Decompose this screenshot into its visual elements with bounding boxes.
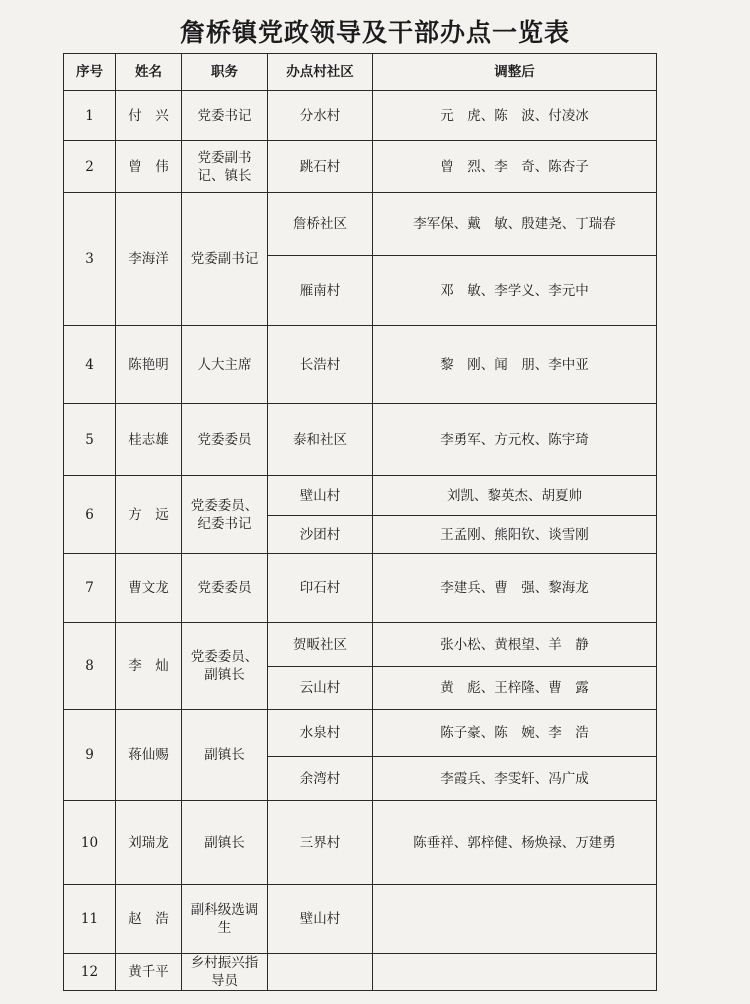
cell-role: 党委委员: [182, 404, 268, 476]
cell-role: 人大主席: [182, 326, 268, 404]
table-header-row: [64, 54, 657, 91]
cell-name: 蒋仙赐: [116, 710, 182, 801]
cell-seq: 12: [64, 954, 116, 991]
cell-name: 赵 浩: [116, 885, 182, 954]
cell-name: 曾 伟: [116, 141, 182, 193]
cell-adjusted-staff: 李勇军、方元枚、陈宇琦: [373, 404, 657, 476]
header-seq: 序号: [64, 54, 116, 91]
header-adjusted: 调整后: [373, 54, 657, 91]
cell-name: 桂志雄: [116, 404, 182, 476]
cell-adjusted-staff: 王孟刚、熊阳钦、谈雪刚: [373, 516, 657, 554]
cell-site: 贺畈社区: [268, 623, 373, 667]
cell-role: 党委委员、副镇长: [182, 623, 268, 710]
table-row: [64, 801, 657, 885]
table-row: [64, 623, 657, 667]
table-row: [64, 476, 657, 516]
table-row: [64, 91, 657, 141]
header-site: 办点村社区: [268, 54, 373, 91]
cell-adjusted-staff: 曾 烈、李 奇、陈杏子: [373, 141, 657, 193]
cell-adjusted-staff: 陈垂祥、郭梓健、杨焕禄、万建勇: [373, 801, 657, 885]
cell-site: 三界村: [268, 801, 373, 885]
cell-name: 黄千平: [116, 954, 182, 991]
header-role: 职务: [182, 54, 268, 91]
cell-role: 党委副书记: [182, 193, 268, 326]
cell-name: 陈艳明: [116, 326, 182, 404]
cell-site: 詹桥社区: [268, 193, 373, 256]
cell-role: 乡村振兴指导员: [182, 954, 268, 991]
cell-seq: 8: [64, 623, 116, 710]
cell-adjusted-staff: 陈子豪、陈 婉、李 浩: [373, 710, 657, 757]
table-row: [64, 554, 657, 623]
cell-seq: 3: [64, 193, 116, 326]
cell-site: 长浩村: [268, 326, 373, 404]
cell-site: 壁山村: [268, 885, 373, 954]
cell-adjusted-staff: 黎 刚、闻 朋、李中亚: [373, 326, 657, 404]
table-row: [64, 954, 657, 991]
cell-adjusted-staff: 黄 彪、王梓隆、曹 露: [373, 667, 657, 710]
cell-seq: 5: [64, 404, 116, 476]
cell-seq: 9: [64, 710, 116, 801]
cell-adjusted-staff: [373, 954, 657, 991]
cell-adjusted-staff: 李建兵、曹 强、黎海龙: [373, 554, 657, 623]
table-row: [64, 885, 657, 954]
table-row: [64, 710, 657, 757]
cell-site: 泰和社区: [268, 404, 373, 476]
table-row: [64, 193, 657, 256]
cell-role: 副镇长: [182, 801, 268, 885]
cell-seq: 11: [64, 885, 116, 954]
cell-name: 付 兴: [116, 91, 182, 141]
cell-role: 党委书记: [182, 91, 268, 141]
cell-name: 曹文龙: [116, 554, 182, 623]
cell-name: 刘瑞龙: [116, 801, 182, 885]
cadre-assignment-table: [63, 53, 657, 991]
cell-adjusted-staff: 张小松、黄根望、羊 静: [373, 623, 657, 667]
cell-adjusted-staff: 元 虎、陈 波、付凌冰: [373, 91, 657, 141]
cell-name: 方 远: [116, 476, 182, 554]
cell-adjusted-staff: 李霞兵、李雯轩、冯广成: [373, 757, 657, 801]
table-row: [64, 141, 657, 193]
cell-site: 余湾村: [268, 757, 373, 801]
document-title: 詹桥镇党政领导及干部办点一览表: [179, 18, 570, 47]
cell-site: 沙团村: [268, 516, 373, 554]
cell-seq: 4: [64, 326, 116, 404]
cell-site: 分水村: [268, 91, 373, 141]
cell-seq: 2: [64, 141, 116, 193]
cell-adjusted-staff: [373, 885, 657, 954]
cell-role: 副科级选调生: [182, 885, 268, 954]
table-body: [64, 91, 657, 991]
cell-seq: 6: [64, 476, 116, 554]
cell-adjusted-staff: 李军保、戴 敏、殷建尧、丁瑞春: [373, 193, 657, 256]
table-row: [64, 404, 657, 476]
table-row: [64, 326, 657, 404]
cell-role: 党委副书记、镇长: [182, 141, 268, 193]
cell-site: 水泉村: [268, 710, 373, 757]
cell-name: 李海洋: [116, 193, 182, 326]
cell-role: 党委委员、纪委书记: [182, 476, 268, 554]
cell-site: 云山村: [268, 667, 373, 710]
cell-role: 副镇长: [182, 710, 268, 801]
cell-site: 印石村: [268, 554, 373, 623]
cell-role: 党委委员: [182, 554, 268, 623]
cell-name: 李 灿: [116, 623, 182, 710]
cell-site: 跳石村: [268, 141, 373, 193]
cell-seq: 10: [64, 801, 116, 885]
cell-site: [268, 954, 373, 991]
header-name: 姓名: [116, 54, 182, 91]
cell-adjusted-staff: 邓 敏、李学义、李元中: [373, 256, 657, 326]
cell-seq: 1: [64, 91, 116, 141]
cell-site: 壁山村: [268, 476, 373, 516]
cell-adjusted-staff: 刘凯、黎英杰、胡夏帅: [373, 476, 657, 516]
cell-site: 雁南村: [268, 256, 373, 326]
cell-seq: 7: [64, 554, 116, 623]
